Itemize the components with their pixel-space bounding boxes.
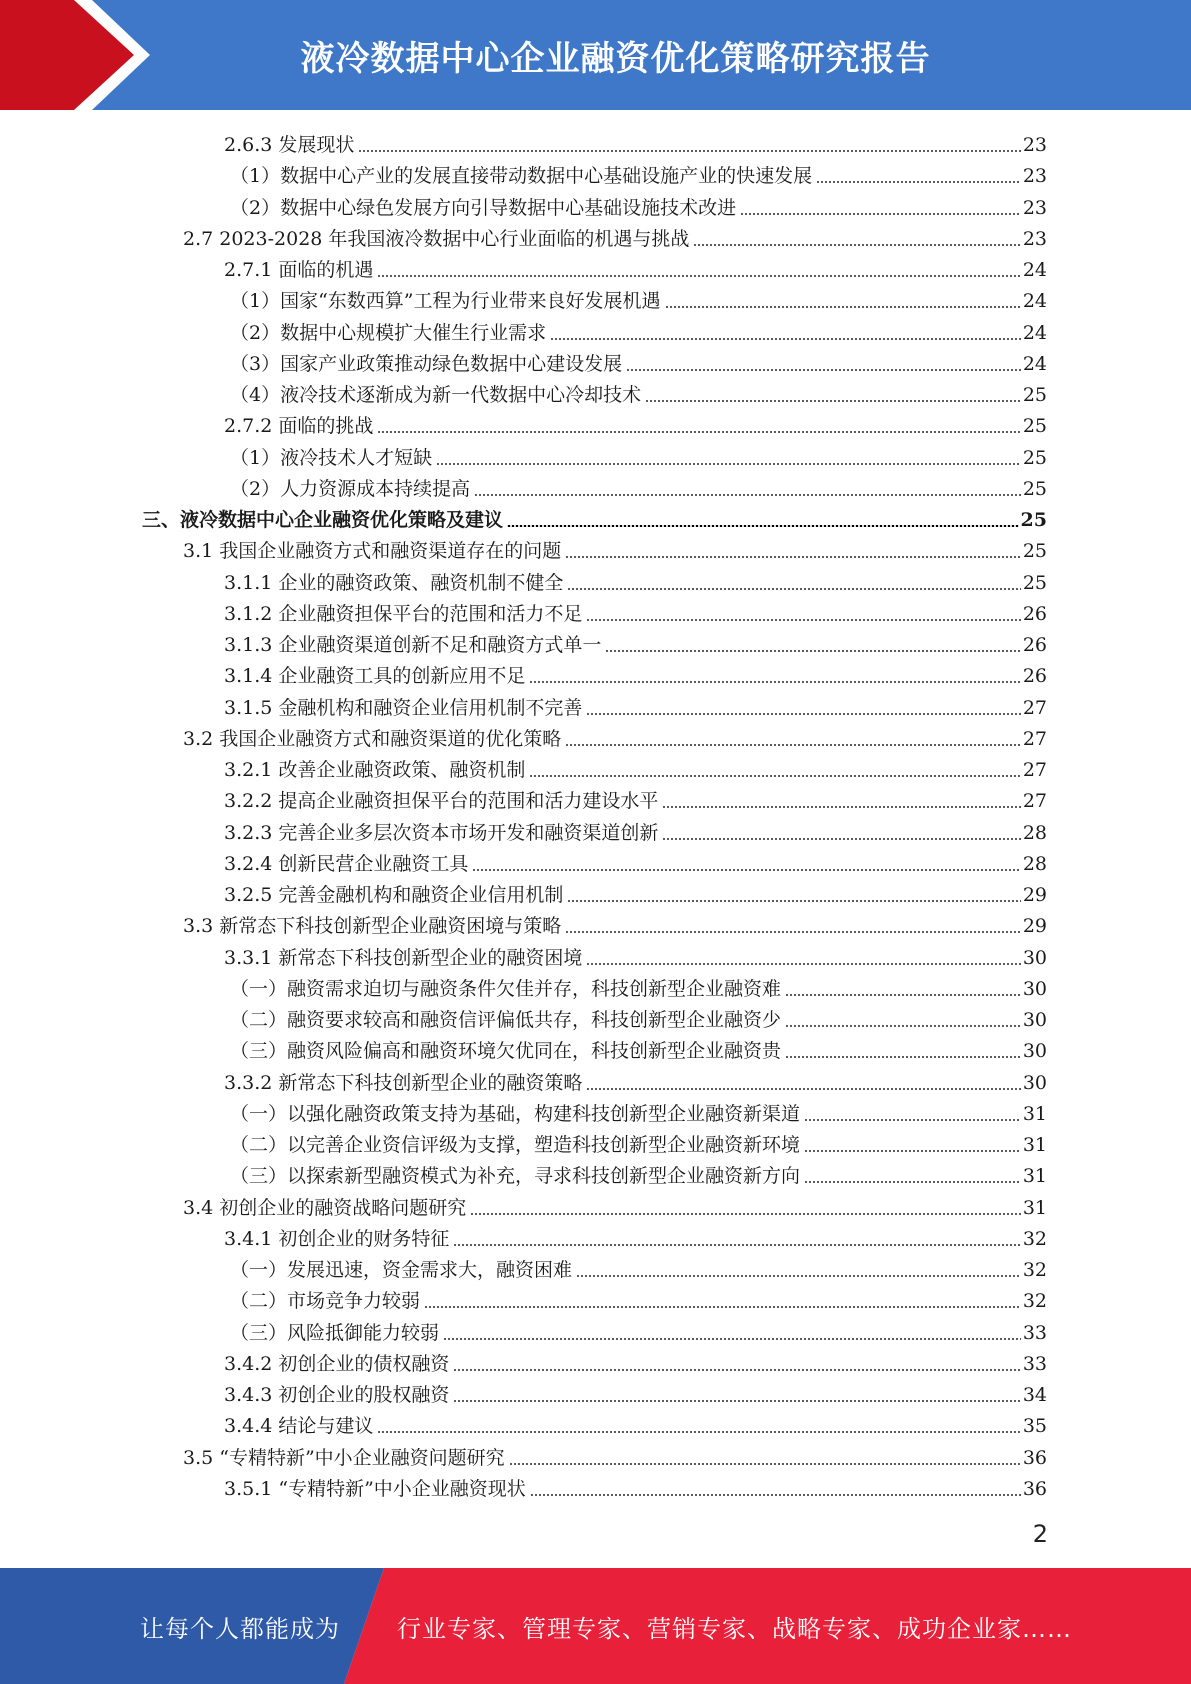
toc-entry-title: （一）以强化融资政策支持为基础，构建科技创新型企业融资新渠道: [230, 1102, 801, 1125]
toc-entry-title: 3.1.2 企业融资担保平台的范围和活力不足: [224, 602, 583, 625]
dot-leader: [453, 1244, 1020, 1246]
toc-entry[interactable]: [183, 1440, 1047, 1471]
report-title: 液冷数据中心企业融资优化策略研究报告: [300, 38, 931, 79]
dot-leader: [377, 275, 1020, 277]
toc-entry-title: 3.2 我国企业融资方式和融资渠道的优化策略: [183, 727, 562, 750]
toc-entry-title: （2）数据中心规模扩大催生行业需求: [230, 321, 547, 344]
toc-entry-page: 25: [1020, 509, 1047, 531]
toc-entry-page: 30: [1022, 977, 1047, 1000]
toc-entry-title: （3）国家产业政策推动绿色数据中心建设发展: [230, 352, 623, 375]
dot-leader: [662, 838, 1020, 840]
toc-entry-title: 2.7.1 面临的机遇: [224, 259, 374, 281]
toc-entry[interactable]: [142, 502, 1047, 533]
toc-entry[interactable]: [224, 815, 1047, 846]
toc-entry-page: 24: [1022, 290, 1047, 313]
toc-entry-title: （三）以探索新型融资模式为补充，寻求科技创新型企业融资新方向: [230, 1165, 801, 1188]
toc-entry[interactable]: [224, 627, 1047, 658]
toc-entry-page: 25: [1022, 446, 1047, 469]
toc-entry-title: 3.2.1 改善企业融资政策、融资机制: [224, 759, 526, 781]
toc-entry[interactable]: [230, 1315, 1047, 1346]
dot-leader: [693, 244, 1020, 246]
toc-entry-title: 3.1.3 企业融资渠道创新不足和融资方式单一: [224, 634, 602, 656]
toc-entry-title: 2.7.2 面临的挑战: [224, 415, 374, 438]
toc-entry-title: （三）风险抵御能力较弱: [230, 1321, 440, 1344]
dot-leader: [470, 1213, 1021, 1215]
dot-leader: [474, 494, 1021, 496]
toc-entry-title: 3.1.4 企业融资工具的创新应用不足: [224, 665, 526, 688]
toc-entry-title: （1）数据中心产业的发展直接带动数据中心基础设施产业的快速发展: [230, 165, 813, 188]
toc-entry-page: 26: [1022, 602, 1047, 625]
toc-entry[interactable]: [230, 1252, 1047, 1283]
dot-leader: [377, 1431, 1020, 1433]
toc-entry-page: 25: [1022, 477, 1047, 500]
dot-leader: [358, 150, 1020, 152]
toc-entry-page: 25: [1022, 384, 1047, 406]
dot-leader: [586, 713, 1020, 715]
toc-entry-page: 33: [1022, 1321, 1047, 1344]
toc-entry[interactable]: [230, 440, 1047, 471]
toc-entry-title: 3.1 我国企业融资方式和融资渠道存在的问题: [183, 540, 562, 563]
toc-entry[interactable]: [224, 1065, 1047, 1096]
toc-entry-page: 36: [1022, 1477, 1047, 1500]
dot-leader: [424, 1306, 1021, 1308]
dot-leader: [586, 1088, 1020, 1090]
toc-entry[interactable]: [224, 658, 1047, 689]
toc-entry-page: 31: [1022, 1102, 1047, 1125]
toc-entry-title: （二）市场竞争力较弱: [230, 1290, 421, 1313]
dot-leader: [816, 181, 1021, 183]
toc-entry[interactable]: [224, 940, 1047, 971]
dot-leader: [529, 681, 1020, 683]
dot-leader: [665, 306, 1021, 308]
toc-entry-title: 3.2.4 创新民营企业融资工具: [224, 852, 469, 875]
toc-entry[interactable]: [183, 533, 1047, 564]
toc-entry[interactable]: [183, 221, 1047, 252]
toc-entry[interactable]: [224, 596, 1047, 627]
toc-entry-title: 3.5.1 “专精特新”中小企业融资现状: [224, 1477, 526, 1500]
toc-entry-page: 26: [1022, 665, 1047, 688]
toc-entry-page: 24: [1022, 259, 1047, 281]
toc-entry-title: 3.2.3 完善企业多层次资本市场开发和融资渠道创新: [224, 821, 659, 844]
toc-entry[interactable]: [224, 783, 1047, 814]
dot-leader: [529, 775, 1020, 777]
toc-entry-page: 29: [1022, 915, 1047, 938]
toc-entry[interactable]: [230, 315, 1047, 346]
report-header: [0, 0, 1191, 110]
toc-entry-title: （4）液冷技术逐渐成为新一代数据中心冷却技术: [230, 384, 642, 406]
toc-entry[interactable]: [224, 1346, 1047, 1377]
toc-entry-title: 3.2.2 提高企业融资担保平台的范围和活力建设水平: [224, 790, 659, 813]
footer-banner: [0, 1568, 1191, 1684]
toc-entry[interactable]: [230, 971, 1047, 1002]
toc-entry-page: 30: [1022, 1071, 1047, 1094]
toc-entry-title: 3.1.1 企业的融资政策、融资机制不健全: [224, 571, 564, 594]
toc-entry[interactable]: [224, 565, 1047, 596]
dot-leader: [550, 338, 1021, 340]
toc-entry[interactable]: [230, 1096, 1047, 1127]
dot-leader: [785, 994, 1021, 996]
toc-entry-page: 23: [1022, 196, 1047, 219]
dot-leader: [443, 1338, 1021, 1340]
toc-entry[interactable]: [224, 1408, 1047, 1439]
toc-entry[interactable]: [183, 1190, 1047, 1221]
toc-entry-page: 27: [1022, 790, 1047, 813]
toc-entry[interactable]: [224, 252, 1047, 283]
toc-entry-page: 25: [1022, 571, 1047, 594]
toc-entry-page: 33: [1022, 1352, 1047, 1375]
toc-entry[interactable]: [230, 158, 1047, 189]
dot-leader: [662, 806, 1020, 808]
dot-leader: [472, 869, 1020, 871]
toc-entry-title: 2.6.3 发展现状: [224, 134, 355, 156]
toc-entry[interactable]: [224, 1377, 1047, 1408]
toc-entry-page: 25: [1022, 415, 1047, 438]
toc-entry[interactable]: [224, 846, 1047, 877]
dot-leader: [530, 1494, 1021, 1496]
footer-slogan-right: 行业专家、管理专家、营销专家、战略专家、成功企业家……: [397, 1614, 1072, 1643]
toc-entry[interactable]: [230, 1283, 1047, 1314]
toc-entry-title: 3.3.2 新常态下科技创新型企业的融资策略: [224, 1071, 583, 1094]
dot-leader: [804, 1150, 1021, 1152]
toc-entry[interactable]: [224, 408, 1047, 439]
toc-entry-page: 24: [1022, 352, 1047, 375]
toc-entry[interactable]: [224, 690, 1047, 721]
toc-entry-page: 36: [1022, 1446, 1047, 1469]
dot-leader: [567, 588, 1020, 590]
toc-entry-title: （二）以完善企业资信评级为支撑，塑造科技创新型企业融资新环境: [230, 1134, 801, 1156]
toc-entry-title: 3.1.5 金融机构和融资企业信用机制不完善: [224, 696, 583, 719]
toc-entry-title: （二）融资要求较高和融资信评偏低共存，科技创新型企业融资少: [230, 1009, 782, 1031]
toc-entry-page: 31: [1022, 1196, 1047, 1219]
toc-entry-title: 3.4 初创企业的融资战略问题研究: [183, 1196, 467, 1219]
dot-leader: [804, 1119, 1021, 1121]
toc-entry-page: 29: [1022, 884, 1047, 906]
toc-entry-page: 30: [1022, 1040, 1047, 1063]
toc-entry-title: （2）数据中心绿色发展方向引导数据中心基础设施技术改进: [230, 196, 737, 219]
dot-leader: [645, 400, 1021, 402]
page-number: 2: [1032, 1520, 1048, 1548]
dot-leader: [377, 431, 1020, 433]
toc-entry-page: 27: [1022, 759, 1047, 781]
toc-entry-page: 31: [1022, 1165, 1047, 1188]
toc-entry[interactable]: [224, 127, 1047, 158]
dot-leader: [586, 619, 1020, 621]
dot-leader: [605, 650, 1020, 652]
toc-entry-title: 3.3 新常态下科技创新型企业融资困境与策略: [183, 915, 562, 938]
toc-entry[interactable]: [183, 908, 1047, 939]
toc-entry[interactable]: [224, 877, 1047, 908]
toc-entry-page: 23: [1022, 134, 1047, 156]
dot-leader: [626, 369, 1021, 371]
toc-entry[interactable]: [224, 1221, 1047, 1252]
chevron-arrow-icon: [0, 0, 160, 110]
toc-entry-title: （三）融资风险偏高和融资环境欠优同在，科技创新型企业融资贵: [230, 1040, 782, 1063]
toc-entry[interactable]: [230, 283, 1047, 314]
toc-entry[interactable]: [230, 1127, 1047, 1158]
toc-entry-title: 3.4.4 结论与建议: [224, 1415, 374, 1438]
toc-entry-title: 2.7 2023-2028 年我国液冷数据中心行业面临的机遇与挑战: [183, 227, 690, 250]
toc-entry-title: （一）融资需求迫切与融资条件欠佳并存，科技创新型企业融资难: [230, 977, 782, 1000]
toc-entry-page: 32: [1022, 1227, 1047, 1250]
toc-entry[interactable]: [224, 1471, 1047, 1502]
toc-entry-page: 28: [1022, 821, 1047, 844]
toc-entry[interactable]: [230, 1158, 1047, 1189]
toc-entry[interactable]: [224, 752, 1047, 783]
toc-entry[interactable]: [230, 346, 1047, 377]
dot-leader: [453, 1400, 1020, 1402]
toc-entry-title: 3.4.3 初创企业的股权融资: [224, 1384, 450, 1406]
dot-leader: [507, 525, 1019, 527]
dot-leader: [453, 1369, 1020, 1371]
toc-entry-title: 3.4.1 初创企业的财务特征: [224, 1227, 450, 1250]
toc-entry[interactable]: [230, 190, 1047, 221]
toc-entry-title: （1）国家“东数西算”工程为行业带来良好发展机遇: [230, 290, 661, 313]
toc-entry-title: 3.3.1 新常态下科技创新型企业的融资困境: [224, 946, 583, 969]
toc-entry-page: 30: [1022, 1009, 1047, 1031]
dot-leader: [785, 1056, 1021, 1058]
toc-entry-page: 27: [1022, 727, 1047, 750]
footer-slogan-left: 让每个人都能成为: [140, 1614, 340, 1643]
dot-leader: [576, 1275, 1021, 1277]
toc-entry[interactable]: [230, 377, 1047, 408]
toc-entry-page: 25: [1022, 540, 1047, 563]
toc-entry-page: 23: [1022, 227, 1047, 250]
dot-leader: [567, 900, 1020, 902]
toc-entry-title: （一）发展迅速，资金需求大，融资困难: [230, 1259, 573, 1281]
toc-entry-page: 26: [1022, 634, 1047, 656]
toc-entry-page: 34: [1022, 1384, 1047, 1406]
dot-leader: [785, 1025, 1021, 1027]
toc-entry[interactable]: [230, 471, 1047, 502]
toc-entry-title: 三、液冷数据中心企业融资优化策略及建议: [142, 509, 504, 531]
toc-entry-title: （1）液冷技术人才短缺: [230, 446, 433, 469]
toc-entry-title: 3.4.2 初创企业的债权融资: [224, 1352, 450, 1375]
toc-entry-page: 35: [1022, 1415, 1047, 1438]
toc-entry-page: 27: [1022, 696, 1047, 719]
toc-entry[interactable]: [230, 1002, 1047, 1033]
toc-entry-page: 24: [1022, 321, 1047, 344]
toc-entry-title: （2）人力资源成本持续提高: [230, 477, 471, 500]
dot-leader: [804, 1181, 1021, 1183]
dot-leader: [565, 556, 1021, 558]
dot-leader: [740, 213, 1021, 215]
toc-entry-title: 3.5 “专精特新”中小企业融资问题研究: [183, 1446, 505, 1469]
toc-entry[interactable]: [230, 1033, 1047, 1064]
toc-entry[interactable]: [183, 721, 1047, 752]
toc-entry-title: 3.2.5 完善金融机构和融资企业信用机制: [224, 884, 564, 906]
dot-leader: [436, 463, 1021, 465]
dot-leader: [509, 1463, 1021, 1465]
toc-entry-page: 32: [1022, 1290, 1047, 1313]
toc-entry-page: 30: [1022, 946, 1047, 969]
toc-entry-page: 32: [1022, 1259, 1047, 1281]
dot-leader: [565, 744, 1021, 746]
toc-entry-page: 23: [1022, 165, 1047, 188]
dot-leader: [586, 963, 1020, 965]
dot-leader: [565, 931, 1021, 933]
toc-entry-page: 31: [1022, 1134, 1047, 1156]
toc-entry-page: 28: [1022, 852, 1047, 875]
